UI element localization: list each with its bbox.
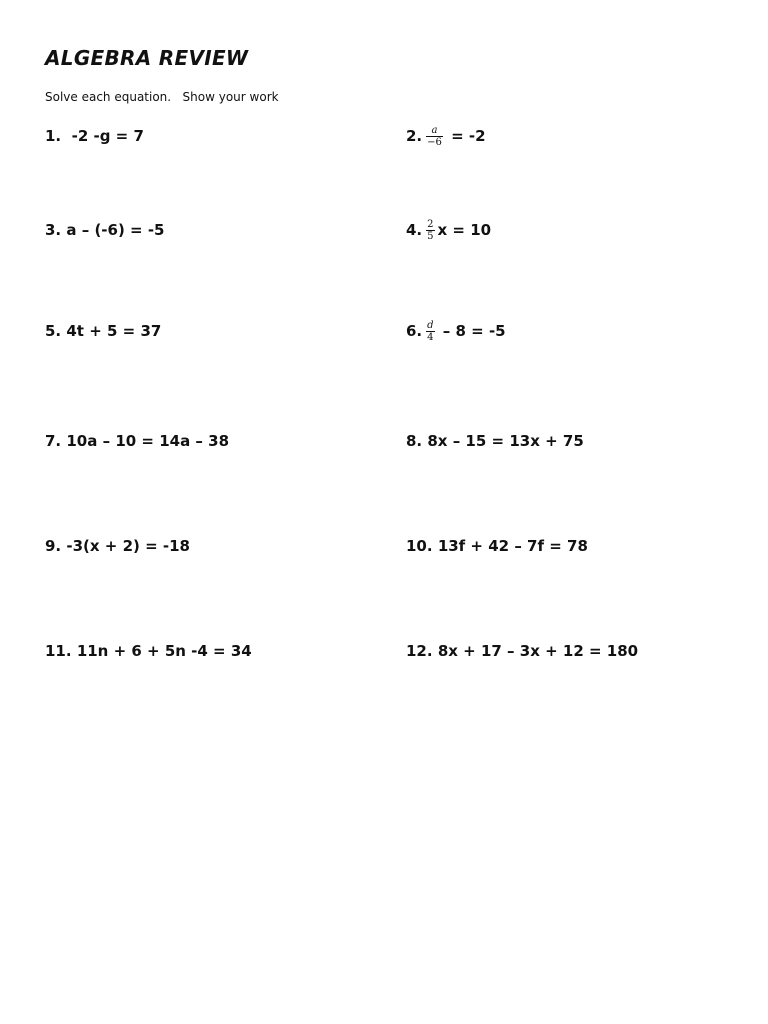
fraction-numerator: d [427, 319, 434, 331]
fraction-denominator: −6 [427, 136, 442, 148]
problem-number: 3. [45, 221, 62, 239]
problem-number: 11. [45, 642, 72, 660]
equation: 8x + 17 – 3x + 12 = 180 [437, 642, 639, 660]
page-title: ALGEBRA REVIEW [45, 46, 249, 70]
instructions: Solve each equation. Show your work [45, 90, 279, 104]
problem-number: 2. [406, 127, 423, 145]
fraction [426, 125, 443, 148]
problem-7 [45, 426, 229, 456]
equation: 8x – 15 = 13x + 75 [427, 432, 584, 450]
problem-8 [406, 426, 584, 456]
equation: 11n + 6 + 5n -4 = 34 [76, 642, 252, 660]
problem-10 [406, 531, 588, 561]
fraction-denominator: 5 [427, 230, 434, 242]
equation: -3(x + 2) = -18 [66, 537, 190, 555]
problem-5 [45, 316, 161, 346]
problem-9 [45, 531, 190, 561]
problem-number: 9. [45, 537, 62, 555]
equation-rest: – 8 = -5 [437, 322, 506, 340]
problem-number: 12. [406, 642, 433, 660]
problem-3 [45, 215, 165, 245]
equation: -2 -g = 7 [66, 127, 144, 145]
equation: a – (-6) = -5 [66, 221, 165, 239]
problem-number: 10. [406, 537, 433, 555]
equation-rest: = -2 [445, 127, 486, 145]
equation: 13f + 42 – 7f = 78 [437, 537, 588, 555]
equation-rest: x = 10 [437, 221, 492, 239]
problem-12 [406, 636, 638, 666]
problem-number: 5. [45, 322, 62, 340]
problem-number: 4. [406, 221, 423, 239]
problem-number: 1. [45, 127, 62, 145]
problem-11 [45, 636, 252, 666]
fraction-denominator: 4 [427, 331, 434, 343]
problem-1 [45, 121, 144, 151]
problem-number: 8. [406, 432, 423, 450]
problem-6 [406, 316, 506, 346]
problem-2 [406, 121, 486, 151]
problem-number: 7. [45, 432, 62, 450]
fraction [426, 219, 434, 242]
problem-4 [406, 215, 491, 245]
fraction-numerator: a [431, 124, 438, 136]
fraction [426, 320, 434, 343]
equation: 4t + 5 = 37 [66, 322, 162, 340]
fraction-numerator: 2 [427, 218, 434, 230]
equation: 10a – 10 = 14a – 38 [66, 432, 230, 450]
problem-number: 6. [406, 322, 423, 340]
